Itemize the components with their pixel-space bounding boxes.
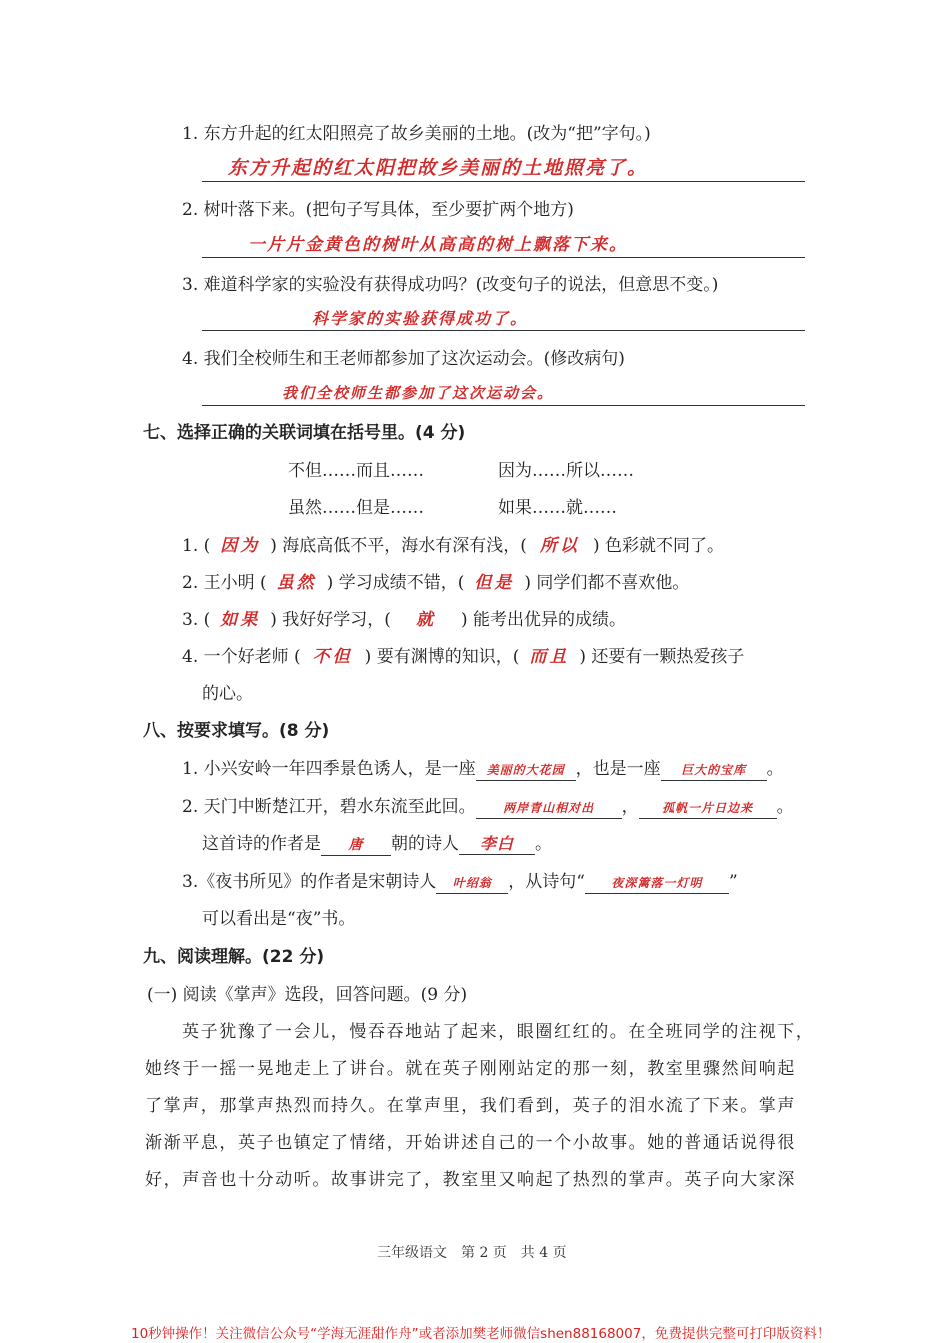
s7-item4-cont: 的心。 — [202, 684, 253, 704]
s8-item3-blank1: 叶绍翁 — [436, 872, 508, 894]
s7-item3-answer2: 就 — [415, 610, 436, 630]
s8-item-2b: 这首诗的作者是 唐 朝的诗人 李白 。 — [202, 834, 552, 854]
s8-item2b-blank1: 唐 — [321, 834, 391, 856]
section7-title: 七、选择正确的关联词填在括号里。(4 分) — [143, 423, 466, 443]
passage-line-2: 她终于一摇一晃地走上了讲台。就在英子刚刚站定的那一刻，教室里骤然间响起 — [145, 1059, 796, 1079]
s7-item4-answer2: 而且 — [529, 647, 570, 667]
s7-item4-answer1: 不但 — [312, 647, 353, 667]
s6-line1 — [202, 181, 805, 182]
s7-option-1: 不但……而且…… — [288, 461, 424, 481]
passage-line-4: 渐渐平息，英子也镇定了情绪，开始讲述自己的一个小故事。她的普通话说得很 — [145, 1133, 796, 1153]
s7-option-4: 如果……就…… — [498, 498, 617, 518]
s8-item3-cont: 可以看出是“夜”书。 — [202, 909, 356, 929]
s7-item-4: 4. 一个好老师 ( 不但 ) 要有渊博的知识，( 而且 ) 还要有一颗热爱孩子 — [182, 647, 745, 667]
s6-a3: 科学家的实验获得成功了。 — [312, 309, 529, 328]
page-footer: 三年级语文 第 2 页 共 4 页 — [377, 1245, 567, 1261]
s8-item-1: 1. 小兴安岭一年四季景色诱人，是一座 美丽的大花园 ，也是一座 巨大的宝库 。 — [182, 759, 784, 779]
s7-item-2: 2. 王小明 ( 虽然 ) 学习成绩不错，( 但是 ) 同学们都不喜欢他。 — [182, 573, 690, 593]
s7-option-3: 虽然……但是…… — [288, 498, 424, 518]
s7-option-2: 因为……所以…… — [498, 461, 634, 481]
s8-item1-blank2: 巨大的宝库 — [661, 759, 767, 781]
s7-item2-answer2: 但是 — [474, 573, 515, 593]
s7-item1-answer1: 因为 — [220, 536, 261, 556]
s6-line3 — [202, 330, 805, 331]
s7-item-3: 3. ( 如果 ) 我好好学习，( 就 ) 能考出优异的成绩。 — [182, 610, 626, 630]
s7-item-1: 1. ( 因为 ) 海底高低不平，海水有深有浅，( 所以 ) 色彩就不同了。 — [182, 536, 724, 556]
passage-line-5: 好，声音也十分动听。故事讲完了，教室里又响起了热烈的掌声。英子向大家深 — [145, 1170, 796, 1190]
s6-a2: 一片片金黄色的树叶从高高的树上飘落下来。 — [248, 235, 628, 255]
section9-subtitle: (一) 阅读《掌声》选段，回答问题。(9 分) — [147, 985, 468, 1005]
s7-item2-answer1: 虽然 — [276, 573, 317, 593]
s6-q2: 2. 树叶落下来。(把句子写具体，至少要扩两个地方) — [182, 200, 574, 220]
s8-item2b-blank2: 李白 — [459, 834, 535, 855]
s6-line2 — [202, 257, 805, 258]
s6-q4: 4. 我们全校师生和王老师都参加了这次运动会。(修改病句) — [182, 349, 625, 369]
s7-item1-answer2: 所以 — [539, 536, 580, 556]
s6-q3: 3. 难道科学家的实验没有获得成功吗？(改变句子的说法，但意思不变。) — [182, 275, 719, 295]
section9-title: 九、阅读理解。(22 分) — [143, 947, 325, 967]
s8-item3-blank2: 夜深篱落一灯明 — [585, 872, 729, 894]
s6-line4 — [202, 405, 805, 406]
s6-a4: 我们全校师生都参加了这次运动会。 — [282, 384, 555, 402]
s7-item3-answer1: 如果 — [220, 610, 261, 630]
s8-item1-blank1: 美丽的大花园 — [476, 759, 576, 781]
s8-item-3: 3.《夜书所见》的作者是宋朝诗人 叶绍翁 ，从诗句“ 夜深篱落一灯明 ” — [182, 872, 738, 892]
s6-q1: 1. 东方升起的红太阳照亮了故乡美丽的土地。(改为“把”字句。) — [182, 124, 651, 144]
passage-line-3: 了掌声，那掌声热烈而持久。在掌声里，我们看到，英子的泪水流了下来。掌声 — [145, 1096, 796, 1116]
promo-banner: 10秒钟操作！关注微信公众号“学海无涯甜作舟”或者添加樊老师微信shen88168007，免费提供完整可打印版资料！ — [131, 1326, 831, 1342]
section8-title: 八、按要求填写。(8 分) — [143, 721, 330, 741]
s8-item2-blank1: 两岸青山相对出 — [476, 797, 622, 819]
passage-line-1: 英子犹豫了一会儿，慢吞吞地站了起来，眼圈红红的。在全班同学的注视下， — [182, 1022, 815, 1042]
s8-item-2: 2. 天门中断楚江开，碧水东流至此回。 两岸青山相对出 ， 孤帆一片日边来 。 — [182, 797, 794, 817]
s8-item2-blank2: 孤帆一片日边来 — [639, 797, 777, 819]
s6-a1: 东方升起的红太阳把故乡美丽的土地照亮了。 — [228, 157, 649, 179]
